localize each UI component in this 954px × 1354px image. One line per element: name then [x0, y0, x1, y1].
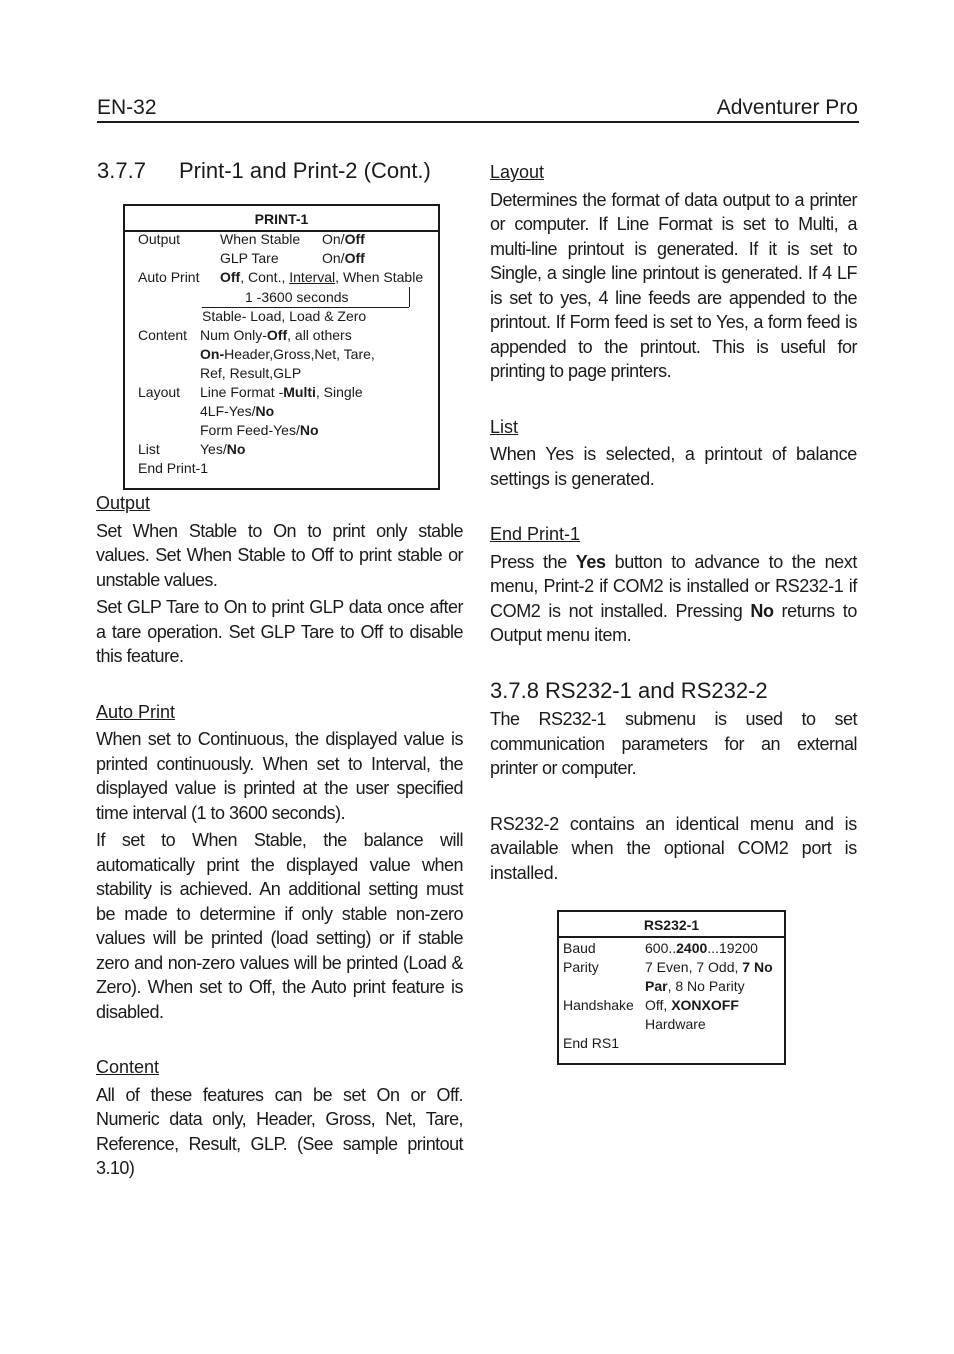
- text-content-1: All of these features can be set On or Off. Numeric data only, Header, Gross, Net, Tare, Reference, Result, GLP. (See sample printout 3.10): [96, 1084, 463, 1178]
- menu-label-output: Output: [138, 231, 181, 247]
- text-output-2: Set GLP Tare to On to print GLP data once after a tare operation. Set GLP Tare to Off to disable this feature.: [96, 597, 463, 666]
- menu-label-layout: Layout: [138, 384, 181, 400]
- menu-value-when-stable-opts: On/Off: [322, 231, 365, 247]
- text-rs232-1: The RS232-1 submenu is used to set communication parameters for an external printer or computer.: [490, 709, 857, 778]
- menu-value-interval-range: 1 -3600 seconds: [245, 289, 349, 305]
- menu-value-when-stable: When Stable: [220, 231, 301, 247]
- menu-value-auto-print: Off, Cont., Interval, When Stable: [220, 269, 424, 285]
- section-heading-378: 3.7.8 RS232-1 and RS232-2: [490, 678, 768, 703]
- rs-value-parity-2: Par, 8 No Parity: [645, 978, 745, 994]
- section-number: 3.7.7: [97, 158, 146, 183]
- product-name: Adventurer Pro: [716, 96, 858, 119]
- text-output-1: Set When Stable to On to print only stable values. Set When Stable to Off to print stable or unstable values.: [96, 520, 463, 590]
- rs-label-baud: Baud: [563, 940, 596, 956]
- right-column: [490, 160, 857, 648]
- menu-value-glp-tare: GLP Tare: [220, 250, 279, 266]
- menu-label-list: List: [138, 441, 160, 457]
- menu-value-stable-options: Stable- Load, Load & Zero: [202, 308, 367, 324]
- rs-label-handshake: Handshake: [563, 997, 634, 1013]
- page-number: EN-32: [97, 96, 157, 119]
- menu-value-content-1: Num Only-Off, all others: [200, 327, 352, 343]
- section-title: Print-1 and Print-2 (Cont.): [179, 158, 431, 183]
- menu-value-layout-2: 4LF-Yes/No: [200, 403, 275, 419]
- heading-output: Output: [96, 493, 151, 513]
- menu-value-layout-3: Form Feed-Yes/No: [200, 422, 319, 438]
- rs232-menu-table: [557, 910, 786, 1065]
- heading-list: List: [490, 416, 519, 437]
- left-column: [96, 491, 463, 1181]
- section-378-text: [490, 707, 857, 885]
- menu-value-content-2: On-Header,Gross,Net, Tare,: [200, 346, 375, 362]
- heading-auto-print: Auto Print: [96, 701, 176, 722]
- rs-label-parity: Parity: [563, 959, 599, 975]
- text-rs232-2: RS232-2 contains an identical menu and is available when the optional COM2 port is installed.: [490, 813, 857, 883]
- menu-title: PRINT-1: [125, 206, 438, 232]
- text-auto-print-2: If set to When Stable, the balance will automatically print the displayed value when stability is achieved. An additional setting must be made to determine if only stable non-zero values will be printed (load setting) or if stable zero and non-zero values will be printed (Load & Zero). When set to Off, the Auto print feature is disabled.: [96, 830, 463, 1022]
- text-auto-print-1: When set to Continuous, the displayed value is printed continuously. When set to Interval, the displayed value is printed at the user specified time interval (1 to 3600 seconds).: [96, 729, 463, 823]
- heading-content: Content: [96, 1057, 160, 1077]
- rs-value-baud: 600..2400...19200: [645, 940, 758, 956]
- menu-value-content-3: Ref, Result,GLP: [200, 365, 302, 381]
- rs-value-handshake-2: Hardware: [645, 1016, 706, 1032]
- menu-label-auto-print: Auto Print: [138, 269, 200, 285]
- rs-menu-end: End RS1: [563, 1035, 620, 1051]
- heading-end-print: End Print-1: [490, 524, 581, 544]
- menu-label-content: Content: [138, 327, 188, 343]
- text-layout-1: Determines the format of data output to a printer or computer. If Line Format is set to Multi, a multi-line printout is generated. If it is set to Single, a single line printout is generated. If 4 LF is set to yes, 4 line feeds are appended to the printout. If Form feed is set to Yes, a form feed is appended to the printout. This is useful for printing to page printers.: [490, 189, 857, 381]
- rs-menu-title: RS232-1: [559, 912, 784, 938]
- heading-layout: Layout: [490, 162, 545, 182]
- print1-menu-table: [123, 204, 440, 490]
- text-list-1: When Yes is selected, a printout of balance settings is generated.: [490, 444, 857, 489]
- text-end-print-1: Press the Yes button to advance to the next menu, Print-2 if COM2 is installed or RS232-1 if COM2 is not installed. Pressing No returns to Output menu item.: [490, 551, 857, 645]
- stable-bracket-line: [409, 287, 410, 307]
- section-heading-377: [97, 158, 431, 184]
- menu-end: End Print-1: [138, 460, 209, 476]
- rs-value-parity-1: 7 Even, 7 Odd, 7 No: [645, 959, 773, 975]
- menu-value-glp-tare-opts: On/Off: [322, 250, 365, 266]
- rs-value-handshake-1: Off, XONXOFF: [645, 997, 739, 1013]
- header-rule: [97, 121, 859, 123]
- menu-value-layout-1: Line Format -Multi, Single: [200, 384, 363, 400]
- menu-value-list: Yes/No: [200, 441, 246, 457]
